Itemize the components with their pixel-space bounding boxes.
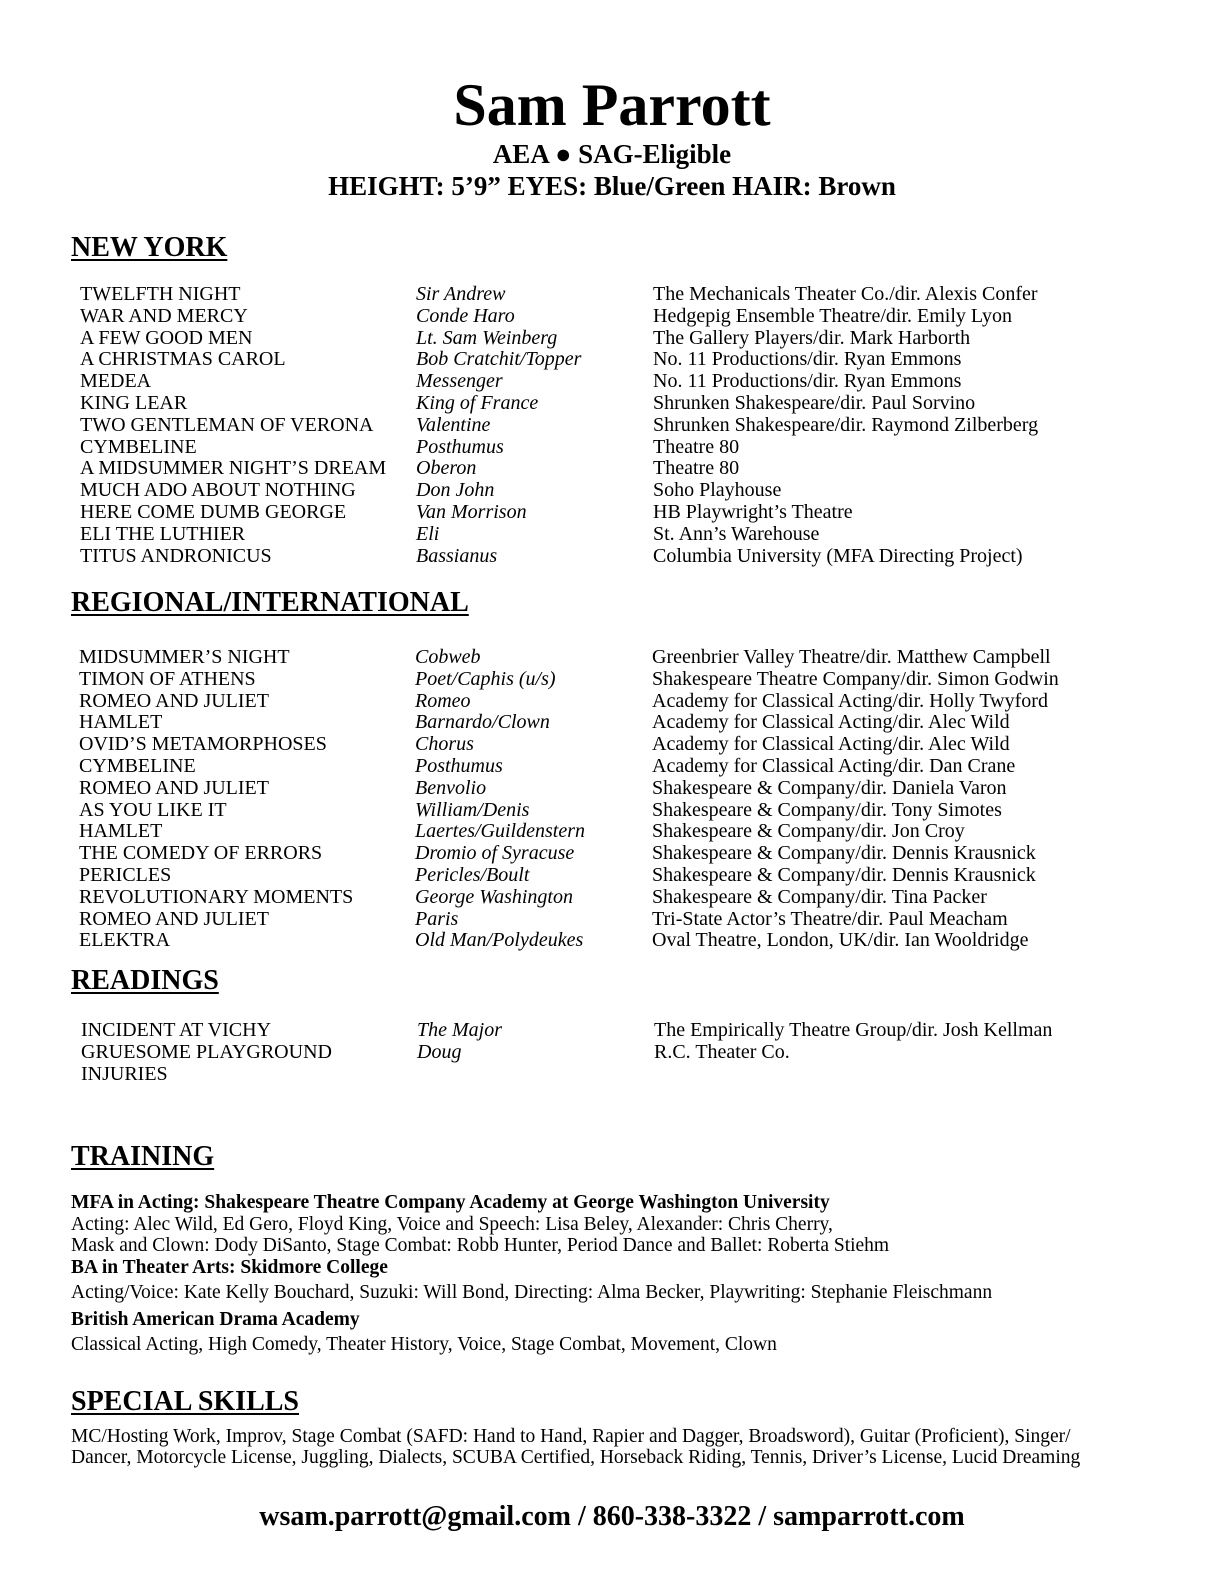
role: William/Denis	[415, 798, 530, 821]
ba-degree: BA in Theater Arts: Skidmore College	[71, 1256, 388, 1278]
union-status: AEA ● SAG-Eligible	[492, 139, 732, 169]
credit-row	[80, 371, 1180, 393]
show-title: HAMLET	[79, 711, 163, 734]
credit-row	[79, 778, 1179, 800]
credit-row	[79, 734, 1179, 756]
bada-program: British American Drama Academy	[71, 1308, 360, 1330]
company: St. Ann’s Warehouse	[653, 522, 820, 545]
role: Oberon	[416, 457, 477, 480]
company: Shakespeare & Company/dir. Tina Packer	[652, 885, 987, 908]
show-title: CYMBELINE	[79, 754, 196, 777]
role: Valentine	[416, 413, 491, 436]
credit-row	[81, 1020, 1181, 1042]
credit-row	[79, 865, 1179, 887]
show-title: TWO GENTLEMAN OF VERONA	[80, 413, 374, 436]
ba-teachers: Acting/Voice: Kate Kelly Bouchard, Suzuki: Will Bond, Directing: Alma Becker, Playwriting: Stephanie Fleischmann	[71, 1282, 993, 1303]
credit-row	[80, 502, 1180, 524]
readings-credits	[81, 1020, 1181, 1085]
credit-row	[81, 1064, 1181, 1086]
credit-row	[80, 393, 1180, 415]
role: Doug	[417, 1040, 462, 1063]
role: Barnardo/Clown	[415, 711, 550, 734]
show-title: ROMEO AND JULIET	[79, 689, 269, 712]
company: Hedgepig Ensemble Theatre/dir. Emily Lyon	[653, 304, 1012, 327]
role: Bob Cratchit/Topper	[416, 348, 582, 371]
company: Shakespeare & Company/dir. Dennis Krausnick	[652, 842, 1036, 865]
show-title: TIMON OF ATHENS	[79, 667, 256, 690]
credit-row	[79, 691, 1179, 713]
show-title: REVOLUTIONARY MOMENTS	[79, 885, 354, 908]
role: Eli	[416, 522, 440, 545]
role: Paris	[415, 907, 459, 930]
company: Shrunken Shakespeare/dir. Paul Sorvino	[653, 391, 976, 414]
show-title: INCIDENT AT VICHY	[81, 1019, 272, 1041]
credit-row	[80, 437, 1180, 459]
company: Shakespeare & Company/dir. Tony Simotes	[652, 798, 1002, 821]
company: Shakespeare & Company/dir. Daniela Varon	[652, 776, 1007, 799]
role: Chorus	[415, 733, 474, 756]
company: Academy for Classical Acting/dir. Holly Twyford	[652, 689, 1048, 712]
show-title: A CHRISTMAS CAROL	[80, 348, 286, 371]
role: Sir Andrew	[416, 283, 506, 305]
credit-row	[80, 328, 1180, 350]
skills-line-1: MC/Hosting Work, Improv, Stage Combat (SAFD: Hand to Hand, Rapier and Dagger, Broadsword), Guitar (Proficient), Singer/	[71, 1426, 1071, 1447]
role: King of France	[416, 391, 539, 414]
show-title: A MIDSUMMER NIGHT’S DREAM	[80, 457, 387, 480]
credit-row	[79, 647, 1179, 669]
credit-row	[79, 887, 1179, 909]
mfa-teachers-line-2: Mask and Clown: Dody DiSanto, Stage Combat: Robb Hunter, Period Dance and Ballet: Roberta Stiehm	[71, 1235, 890, 1256]
show-title: ELI THE LUTHIER	[80, 522, 246, 545]
credit-row	[80, 458, 1180, 480]
credit-row	[79, 800, 1179, 822]
company: Academy for Classical Acting/dir. Alec Wild	[652, 733, 1010, 756]
show-title: THE COMEDY OF ERRORS	[79, 842, 323, 865]
show-title: KING LEAR	[80, 391, 188, 414]
credit-row	[79, 821, 1179, 843]
role: Bassianus	[416, 544, 498, 567]
new-york-credits	[80, 284, 1180, 567]
company: HB Playwright’s Theatre	[653, 500, 853, 523]
show-title: INJURIES	[81, 1062, 168, 1085]
show-title: HAMLET	[79, 820, 163, 843]
show-title: PERICLES	[79, 863, 172, 886]
section-heading-special-skills: SPECIAL SKILLS	[71, 1386, 299, 1417]
credit-row	[80, 524, 1180, 546]
role: Lt. Sam Weinberg	[416, 326, 558, 349]
credit-row	[80, 546, 1180, 568]
credit-row	[80, 349, 1180, 371]
role: Cobweb	[415, 646, 481, 668]
company: The Gallery Players/dir. Mark Harborth	[653, 326, 971, 349]
role: Posthumus	[415, 754, 503, 777]
company: Theatre 80	[653, 435, 740, 458]
show-title: MIDSUMMER’S NIGHT	[79, 646, 290, 668]
credit-row	[79, 843, 1179, 865]
show-title: MUCH ADO ABOUT NOTHING	[80, 479, 356, 502]
company: Shakespeare Theatre Company/dir. Simon Godwin	[652, 667, 1059, 690]
role: Van Morrison	[416, 500, 527, 523]
company: Shakespeare & Company/dir. Dennis Krausnick	[652, 863, 1036, 886]
show-title: WAR AND MERCY	[80, 304, 248, 327]
show-title: ELEKTRA	[79, 929, 171, 952]
company: Shakespeare & Company/dir. Jon Croy	[652, 820, 965, 843]
credit-row	[79, 669, 1179, 691]
company: Tri-State Actor’s Theatre/dir. Paul Meacham	[652, 907, 1008, 930]
credit-row	[80, 284, 1180, 306]
credit-row	[79, 712, 1179, 734]
role: Benvolio	[415, 776, 487, 799]
show-title: ROMEO AND JULIET	[79, 776, 269, 799]
credit-row	[80, 480, 1180, 502]
company: No. 11 Productions/dir. Ryan Emmons	[653, 370, 962, 393]
role: Conde Haro	[416, 304, 515, 327]
role: Poet/Caphis (u/s)	[415, 667, 556, 690]
section-heading-readings: READINGS	[71, 965, 219, 996]
role: The Major	[417, 1019, 502, 1041]
contact-info: wsam.parrott@gmail.com / 860-338-3322 / samparrott.com	[259, 1501, 965, 1532]
mfa-degree: MFA in Acting: Shakespeare Theatre Company Academy at George Washington University	[71, 1192, 830, 1213]
role: Laertes/Guildenstern	[415, 820, 585, 843]
role: Old Man/Polydeukes	[415, 929, 584, 952]
company: Columbia University (MFA Directing Project)	[653, 544, 1023, 567]
company: The Mechanicals Theater Co./dir. Alexis Confer	[653, 283, 1038, 305]
role: Messenger	[416, 370, 503, 393]
company: Theatre 80	[653, 457, 740, 480]
show-title: TITUS ANDRONICUS	[80, 544, 272, 567]
show-title: MEDEA	[80, 370, 152, 393]
show-title: AS YOU LIKE IT	[79, 798, 227, 821]
company: The Empirically Theatre Group/dir. Josh Kellman	[654, 1019, 1053, 1041]
regional-credits	[79, 647, 1179, 952]
role: George Washington	[415, 885, 573, 908]
section-heading-regional: REGIONAL/INTERNATIONAL	[71, 587, 469, 618]
credit-row	[79, 930, 1179, 952]
section-heading-training: TRAINING	[71, 1141, 215, 1172]
training-details	[71, 1192, 1181, 1356]
company: Soho Playhouse	[653, 479, 782, 502]
company: Academy for Classical Acting/dir. Dan Crane	[652, 754, 1016, 777]
company: Greenbrier Valley Theatre/dir. Matthew Campbell	[652, 646, 1051, 668]
company: No. 11 Productions/dir. Ryan Emmons	[653, 348, 962, 371]
show-title: TWELFTH NIGHT	[80, 283, 241, 305]
role: Romeo	[415, 689, 471, 712]
show-title: ROMEO AND JULIET	[79, 907, 269, 930]
show-title: A FEW GOOD MEN	[80, 326, 253, 349]
resume-name: Sam Parrott	[453, 72, 771, 138]
role: Don John	[416, 479, 495, 502]
credit-row	[79, 909, 1179, 931]
company: Academy for Classical Acting/dir. Alec Wild	[652, 711, 1010, 734]
show-title: GRUESOME PLAYGROUND	[81, 1040, 332, 1063]
show-title: OVID’S METAMORPHOSES	[79, 733, 327, 756]
company: Shrunken Shakespeare/dir. Raymond Zilberberg	[653, 413, 1039, 436]
role: Dromio of Syracuse	[415, 842, 575, 865]
special-skills-text	[71, 1426, 1181, 1468]
company: R.C. Theater Co.	[654, 1040, 790, 1063]
credit-row	[80, 306, 1180, 328]
bada-subjects: Classical Acting, High Comedy, Theater History, Voice, Stage Combat, Movement, Clown	[71, 1334, 777, 1355]
show-title: HERE COME DUMB GEORGE	[80, 500, 347, 523]
credit-row	[80, 415, 1180, 437]
credit-row	[79, 756, 1179, 778]
company: Oval Theatre, London, UK/dir. Ian Wooldridge	[652, 929, 1029, 952]
section-heading-new-york: NEW YORK	[71, 232, 228, 263]
skills-line-2: Dancer, Motorcycle License, Juggling, Dialects, SCUBA Certified, Horseback Riding, Tennis, Driver’s License, Lucid Dreaming	[71, 1447, 1081, 1468]
physical-stats: HEIGHT: 5’9” EYES: Blue/Green HAIR: Brown	[328, 171, 896, 201]
role: Posthumus	[416, 435, 504, 458]
credit-row	[81, 1042, 1181, 1064]
mfa-teachers-line-1: Acting: Alec Wild, Ed Gero, Floyd King, Voice and Speech: Lisa Beley, Alexander: Chris Cherry,	[71, 1213, 833, 1235]
role: Pericles/Boult	[415, 863, 530, 886]
show-title: CYMBELINE	[80, 435, 197, 458]
